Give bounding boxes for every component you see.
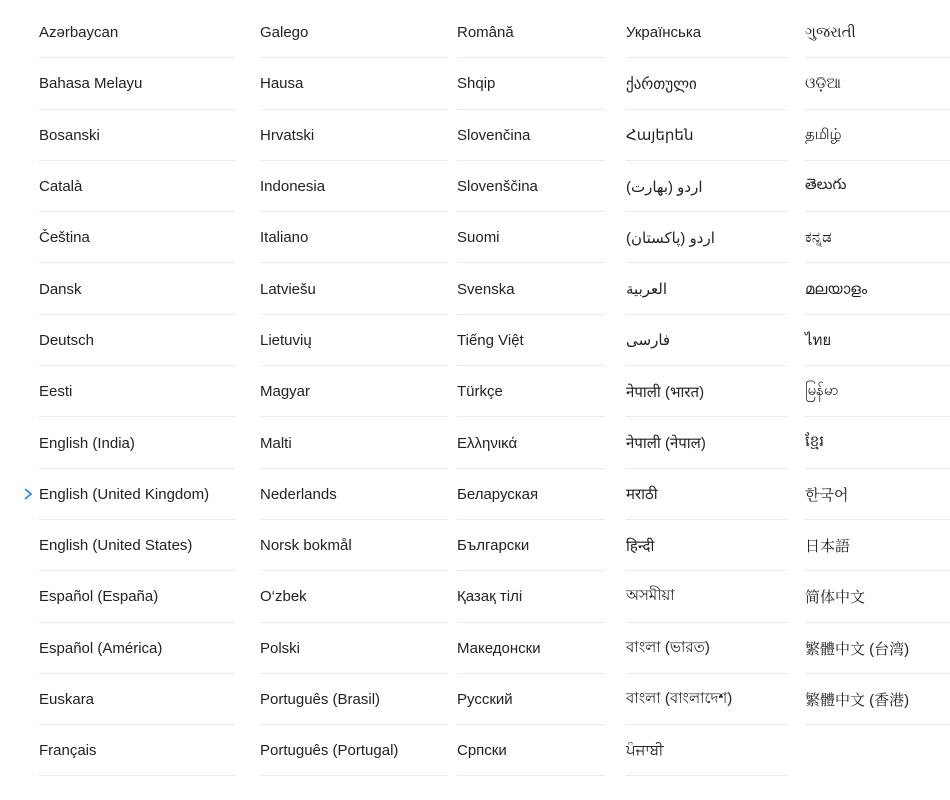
language-option[interactable] [805,58,950,109]
language-label: اردو (بھارت) [626,178,703,196]
language-option[interactable] [260,212,448,263]
language-label: Bahasa Melayu [39,75,143,93]
language-label: ქართული [626,75,697,93]
language-option[interactable] [260,58,448,109]
language-label: Polski [260,639,301,657]
language-option[interactable] [260,315,448,366]
language-option[interactable] [457,417,605,468]
language-option[interactable] [457,315,605,366]
language-label: Español (España) [39,588,159,606]
language-label: മലയാളം [805,280,868,298]
language-option[interactable] [39,161,235,212]
language-label: Српски [457,742,507,760]
language-option[interactable] [39,623,235,674]
language-column-5 [805,7,950,725]
language-option[interactable] [39,366,235,417]
language-option[interactable] [39,674,235,725]
language-label: ਪੰਜਾਬੀ [626,742,664,760]
language-label: Türkçe [457,383,503,401]
language-option[interactable] [805,110,950,161]
language-option[interactable] [457,212,605,263]
language-label: العربية [626,281,667,299]
language-option[interactable] [626,110,788,161]
language-option[interactable] [457,725,605,776]
language-label: తెలుగు [805,176,847,194]
language-label: Slovenščina [457,178,538,196]
language-option[interactable] [626,571,788,622]
language-option[interactable] [457,571,605,622]
language-option[interactable] [260,674,448,725]
language-option[interactable] [805,520,950,571]
language-label: ಕನ್ನಡ [805,229,832,247]
language-option[interactable] [260,725,448,776]
language-label: Deutsch [39,331,95,349]
language-option[interactable] [457,58,605,109]
language-option[interactable] [626,263,788,314]
language-label: اردو (پاکستان) [626,229,715,247]
language-label: Galego [260,24,309,42]
language-label: ខ្មែរ [805,433,825,451]
language-option[interactable] [805,571,950,622]
language-option[interactable] [39,58,235,109]
language-label: Հայերեն [626,127,694,145]
language-option[interactable] [39,110,235,161]
language-label: Ελληνικά [457,434,518,452]
language-label: ગુજરાતી [805,24,856,42]
language-option[interactable] [626,520,788,571]
language-option[interactable] [626,674,788,725]
language-column-2 [260,7,448,776]
language-label: Indonesia [260,178,326,196]
language-label: हिन्दी [626,537,655,555]
language-option[interactable] [457,7,605,58]
language-option[interactable] [805,315,950,366]
language-label: Svenska [457,280,515,298]
language-label: Hrvatski [260,126,315,144]
language-option[interactable] [805,212,950,263]
language-label: Eesti [39,383,73,401]
language-option[interactable] [457,674,605,725]
language-option-selected[interactable] [39,469,235,520]
language-option[interactable] [626,623,788,674]
language-label: नेपाली (भारत) [626,383,705,401]
language-label: Čeština [39,229,90,247]
language-label: 日本語 [805,538,851,556]
language-label: O‘zbek [260,588,307,606]
language-column-4 [626,7,788,776]
language-label: Shqip [457,75,496,93]
language-label: Македонски [457,639,541,657]
language-column-1 [39,7,235,776]
language-label: অসমীয়া [626,587,675,605]
language-option[interactable] [39,315,235,366]
language-option[interactable] [260,110,448,161]
language-option[interactable] [805,417,950,468]
language-option[interactable] [39,263,235,314]
language-option[interactable] [626,417,788,468]
language-option[interactable] [39,7,235,58]
language-label: 繁體中文 (香港) [805,692,910,709]
language-label: Magyar [260,383,311,401]
language-option[interactable] [260,520,448,571]
language-option[interactable] [805,674,950,725]
language-option[interactable] [260,571,448,622]
language-label: Lietuvių [260,331,312,349]
language-option[interactable] [626,58,788,109]
language-label: Català [39,178,83,196]
language-label: Tiếng Việt [457,331,524,349]
language-label: Беларуская [457,485,539,503]
language-label: English (India) [39,434,135,452]
language-option[interactable] [626,315,788,366]
language-label: বাংলা (বাংলাদেশ) [626,690,733,707]
language-option[interactable] [260,263,448,314]
language-option[interactable] [39,212,235,263]
language-label: 简体中文 [805,589,866,607]
language-label: English (United Kingdom) [39,485,210,503]
language-option[interactable] [457,110,605,161]
language-option[interactable] [626,7,788,58]
language-option[interactable] [39,571,235,622]
language-label: Български [457,537,530,555]
language-label: नेपाली (नेपाल) [626,435,706,453]
language-label: Dansk [39,280,82,298]
language-option[interactable] [457,366,605,417]
language-column-3 [457,7,605,776]
language-label: Қазақ тілі [457,588,523,606]
language-option[interactable] [260,161,448,212]
language-label: Українська [626,24,702,42]
language-option[interactable] [457,623,605,674]
language-label: 한국어 [805,486,849,504]
language-label: বাংলা (ভারত) [626,638,710,656]
chevron-right-icon [23,488,33,500]
language-option[interactable] [805,263,950,314]
language-option[interactable] [39,725,235,776]
language-label: Italiano [260,229,309,247]
language-label: Malti [260,434,292,452]
language-option[interactable] [805,469,950,520]
language-label: ไทย [805,332,832,350]
language-label: Hausa [260,75,304,93]
language-label: Nederlands [260,485,337,503]
language-label: मराठी [626,486,658,504]
language-option[interactable] [457,520,605,571]
language-label: Suomi [457,229,500,247]
language-option[interactable] [805,366,950,417]
language-option[interactable] [626,366,788,417]
language-label: English (United States) [39,537,193,555]
language-label: Español (América) [39,639,163,657]
language-label: Azərbaycan [39,24,119,42]
language-option[interactable] [457,161,605,212]
language-label: Bosanski [39,126,100,144]
language-option[interactable] [457,469,605,520]
language-option[interactable] [626,161,788,212]
language-label: Français [39,742,97,760]
language-label: မြန်မာ [805,381,839,399]
language-option[interactable] [626,469,788,520]
language-option[interactable] [39,417,235,468]
language-option[interactable] [260,417,448,468]
language-label: 繁體中文 (台湾) [805,640,910,658]
language-label: Latviešu [260,280,316,298]
language-label: Português (Portugal) [260,742,399,760]
language-label: فارسی [626,332,671,350]
language-label: Euskara [39,691,95,708]
language-label: Română [457,24,514,42]
language-option[interactable] [805,161,950,212]
language-option[interactable] [457,263,605,314]
language-label: தமிழ் [805,125,842,143]
language-option[interactable] [805,7,950,58]
language-label: Norsk bokmål [260,537,352,555]
language-label: Slovenčina [457,126,531,144]
language-option[interactable] [39,520,235,571]
language-label: Русский [457,691,513,708]
language-option[interactable] [260,366,448,417]
language-option[interactable] [805,623,950,674]
language-option[interactable] [260,469,448,520]
language-label: Português (Brasil) [260,691,381,708]
language-option[interactable] [626,212,788,263]
language-option[interactable] [260,7,448,58]
language-option[interactable] [260,623,448,674]
language-option[interactable] [626,725,788,776]
language-label: ଓଡ଼ିଆ [805,75,841,93]
